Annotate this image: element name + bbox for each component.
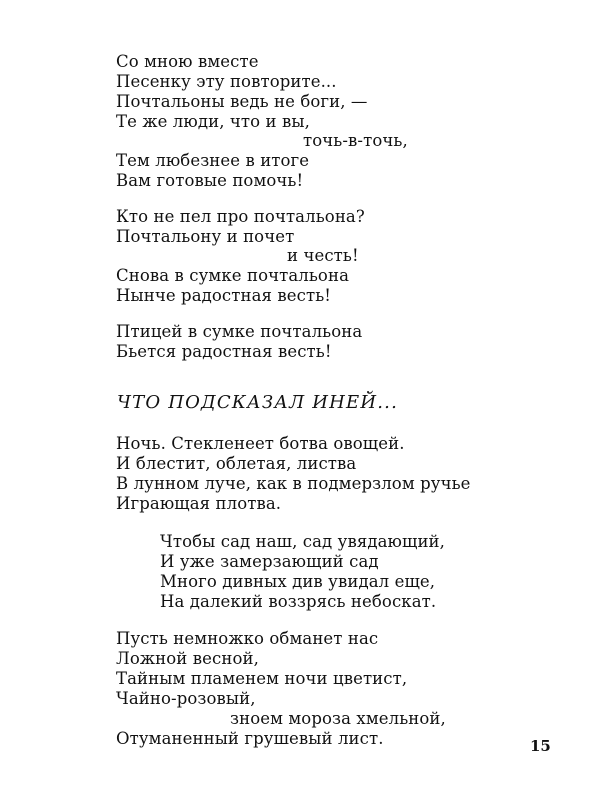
poem-line: Почтальоны ведь не боги, — bbox=[116, 92, 368, 111]
poem-line: Почтальону и почет bbox=[116, 227, 295, 246]
poem-line: Пусть немножко обманет нас bbox=[116, 629, 379, 648]
poem-line: Нынче радостная весть! bbox=[116, 286, 332, 305]
poem-line-indented: зноем мороза хмельной, bbox=[230, 709, 446, 728]
poem-line: И блестит, облетая, листва bbox=[116, 454, 357, 473]
poem-line: Вам готовые помочь! bbox=[116, 171, 304, 190]
poem-line-indented: точь-в-точь, bbox=[303, 131, 408, 150]
poem-line: Ложной весной, bbox=[116, 649, 259, 668]
poem-line-indented: На далекий воззрясь небоскат. bbox=[160, 592, 437, 611]
poem-line: В лунном луче, как в подмерзлом ручье bbox=[116, 474, 471, 493]
page-number: 15 bbox=[530, 737, 551, 755]
poem-line: Снова в сумке почтальона bbox=[116, 266, 350, 285]
poem-line: Кто не пел про почтальона? bbox=[116, 207, 365, 226]
poem-line-indented: и честь! bbox=[287, 246, 359, 265]
poem-line-indented: Чтобы сад наш, сад увядающий, bbox=[160, 532, 446, 551]
poem-line: Ночь. Стекленеет ботва овощей. bbox=[116, 434, 405, 453]
poem-line: Со мною вместе bbox=[116, 52, 259, 71]
poem-line: Тем любезнее в итоге bbox=[116, 151, 310, 170]
poem-line: Птицей в сумке почтальона bbox=[116, 322, 363, 341]
poem-line: Бьется радостная весть! bbox=[116, 342, 332, 361]
poem-line: Отуманенный грушевый лист. bbox=[116, 729, 384, 748]
poem-title: ЧТО ПОДСКАЗАЛ ИНЕЙ... bbox=[117, 392, 399, 413]
poem-line-indented: И уже замерзающий сад bbox=[160, 552, 379, 571]
poem-line: Песенку эту повторите... bbox=[116, 72, 337, 91]
poem-line-indented: Много дивных див увидал еще, bbox=[160, 572, 436, 591]
poem-line: Играющая плотва. bbox=[116, 494, 282, 513]
poem-line: Те же люди, что и вы, bbox=[116, 112, 310, 131]
poem-line: Тайным пламенем ночи цветист, bbox=[116, 669, 408, 688]
poem-line: Чайно-розовый, bbox=[116, 689, 256, 708]
